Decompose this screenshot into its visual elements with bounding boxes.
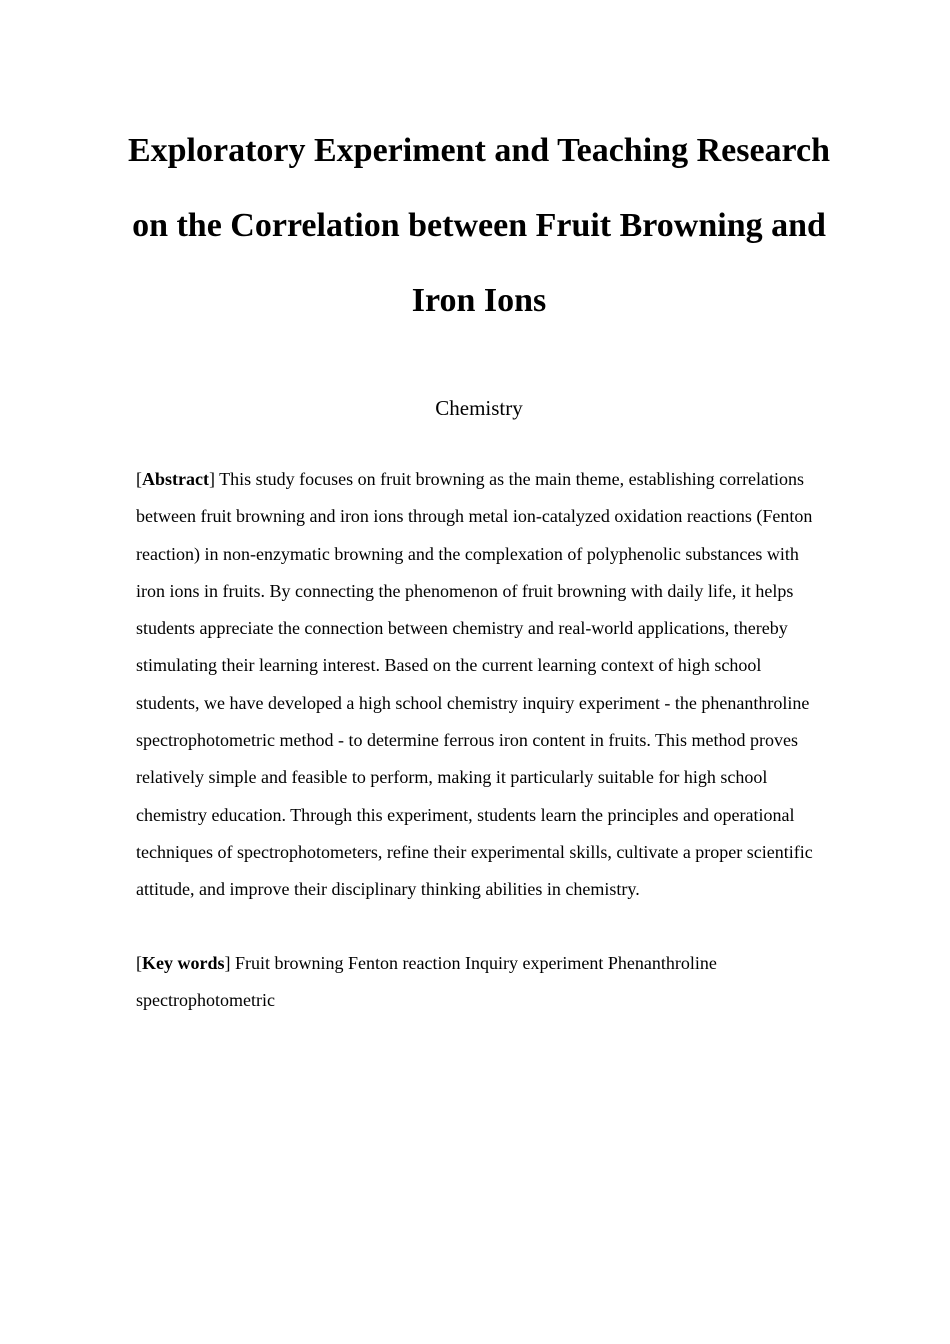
keywords-paragraph: [136, 945, 826, 1020]
abstract-text: This study focuses on fruit browning as the main theme, establishing correlations between fruit browning and iron ions through metal ion-catalyzed oxidation reactions (Fenton reaction) in non-enzymatic browning and the complexation of polyphenolic substances with iron ions in fruits. By connecting the phenomenon of fruit browning with daily life, it helps students appreciate the connection between chemistry and real-world applications, thereby stimulating their learning interest. Based on the current learning context of high school students, we have developed a high school chemistry inquiry experiment - the phenanthroline spectrophotometric method - to determine ferrous iron content in fruits. This method proves relatively simple and feasible to perform, making it particularly suitable for high school chemistry education. Through this experiment, students learn the principles and operational techniques of spectrophotometers, refine their experimental skills, cultivate a proper scientific attitude, and improve their disciplinary thinking abilities in chemistry.: [136, 469, 813, 900]
keywords-label: Key words: [142, 953, 225, 973]
keywords-text: Fruit browning Fenton reaction Inquiry experiment Phenanthroline spectrophotometric: [136, 953, 717, 1011]
paper-subject: Chemistry: [435, 396, 523, 420]
abstract-close-bracket: ]: [208, 469, 215, 489]
abstract-label: Abstract: [142, 469, 209, 489]
keywords-open-bracket: [: [136, 953, 142, 973]
abstract-paragraph: [136, 461, 826, 909]
abstract-open-bracket: [: [136, 469, 142, 489]
keywords-close-bracket: ]: [224, 953, 231, 973]
paper-title: Exploratory Experiment and Teaching Research on the Correlation between Fruit Browning and Iron Ions: [127, 132, 831, 319]
